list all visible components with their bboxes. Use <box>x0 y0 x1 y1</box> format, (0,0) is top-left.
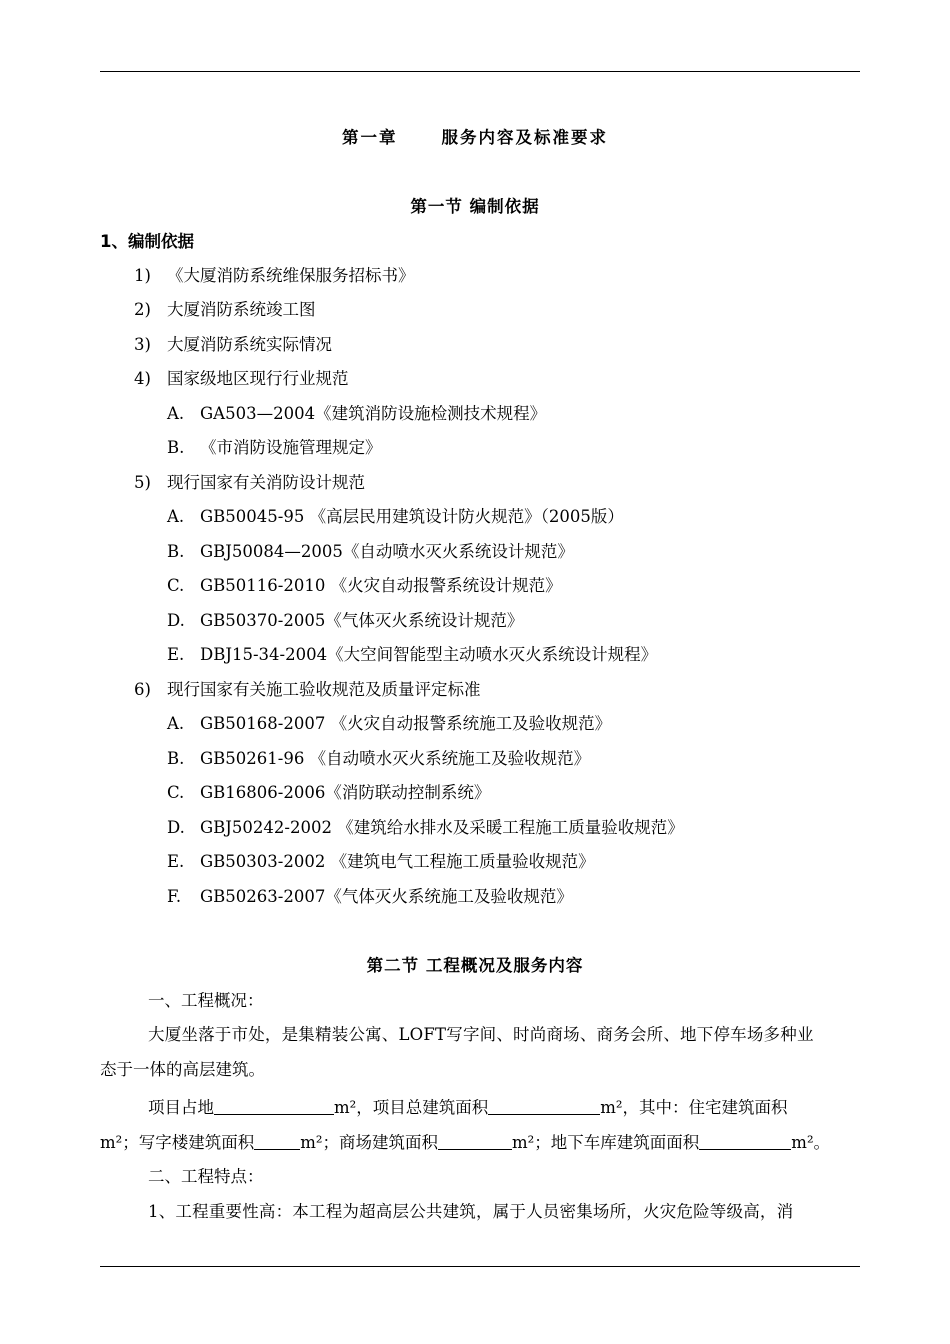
footer-rule <box>100 1266 860 1267</box>
list-subitem: B. 《市消防设施管理规定》 <box>167 438 382 457</box>
list-item: 3) 大厦消防系统实际情况 <box>134 335 332 354</box>
area-line-1: 项目占地 m²，项目总建筑面积 m²，其中：住宅建筑面积 <box>148 1098 788 1117</box>
section-1-title: 第一节 编制依据 <box>410 197 540 216</box>
mall-area-blank <box>438 1131 512 1150</box>
list-item: 1) 《大厦消防系统维保服务招标书》 <box>134 266 415 285</box>
list-subitem: E. DBJ15-34-2004《大空间智能型主动喷水灭火系统设计规程》 <box>167 645 658 664</box>
list-subitem: C. GB50116-2010 《火灾自动报警系统设计规范》 <box>167 576 562 595</box>
list-subitem: A. GB50045-95 《高层民用建筑设计防火规范》（2005版） <box>167 507 624 526</box>
list-subitem: D. GB50370-2005《气体灭火系统设计规范》 <box>167 611 524 630</box>
chapter-name: 服务内容及标准要求 <box>441 128 608 147</box>
list-subitem: E. GB50303-2002 《建筑电气工程施工质量验收规范》 <box>167 852 595 871</box>
features-heading: 二、工程特点： <box>148 1167 264 1186</box>
list-subitem: B. GB50261-96 《自动喷水灭火系统施工及验收规范》 <box>167 749 591 768</box>
section-1-subtitle: 1、编制依据 <box>100 232 194 251</box>
list-item: 2) 大厦消防系统竣工图 <box>134 300 316 319</box>
list-subitem: C. GB16806-2006《消防联动控制系统》 <box>167 783 491 802</box>
total-area-blank <box>488 1096 600 1115</box>
header-rule <box>100 71 860 72</box>
overview-paragraph-line-1: 大厦坐落于市处，是集精装公寓、LOFT写字间、时尚商场、商务会所、地下停车场多种业 <box>148 1025 814 1044</box>
section-2-title: 第二节 工程概况及服务内容 <box>366 956 584 975</box>
list-item: 5) 现行国家有关消防设计规范 <box>134 473 365 492</box>
garage-area-blank <box>699 1131 791 1150</box>
list-subitem: B. GBJ50084—2005《自动喷水灭火系统设计规范》 <box>167 542 574 561</box>
office-area-blank <box>254 1131 300 1150</box>
list-item: 4) 国家级地区现行行业规范 <box>134 369 349 388</box>
list-subitem: A. GA503—2004《建筑消防设施检测技术规程》 <box>167 404 547 423</box>
list-subitem: A. GB50168-2007 《火灾自动报警系统施工及验收规范》 <box>167 714 612 733</box>
overview-paragraph-line-2: 态于一体的高层建筑。 <box>100 1060 265 1079</box>
chapter-number: 第一章 <box>342 128 398 147</box>
overview-heading: 一、工程概况： <box>148 991 264 1010</box>
list-subitem: F. GB50263-2007《气体灭火系统施工及验收规范》 <box>167 887 573 906</box>
list-item: 6) 现行国家有关施工验收规范及质量评定标准 <box>134 680 481 699</box>
land-area-blank <box>214 1096 334 1115</box>
feature-paragraph: 1、工程重要性高：本工程为超高层公共建筑，属于人员密集场所，火灾危险等级高，消 <box>148 1202 794 1221</box>
list-subitem: D. GBJ50242-2002 《建筑给水排水及采暖工程施工质量验收规范》 <box>167 818 684 837</box>
area-line-2: m²；写字楼建筑面积 m²；商场建筑面积 m²；地下车库建筑面面积 m²。 <box>100 1133 831 1152</box>
chapter-title <box>0 127 950 149</box>
